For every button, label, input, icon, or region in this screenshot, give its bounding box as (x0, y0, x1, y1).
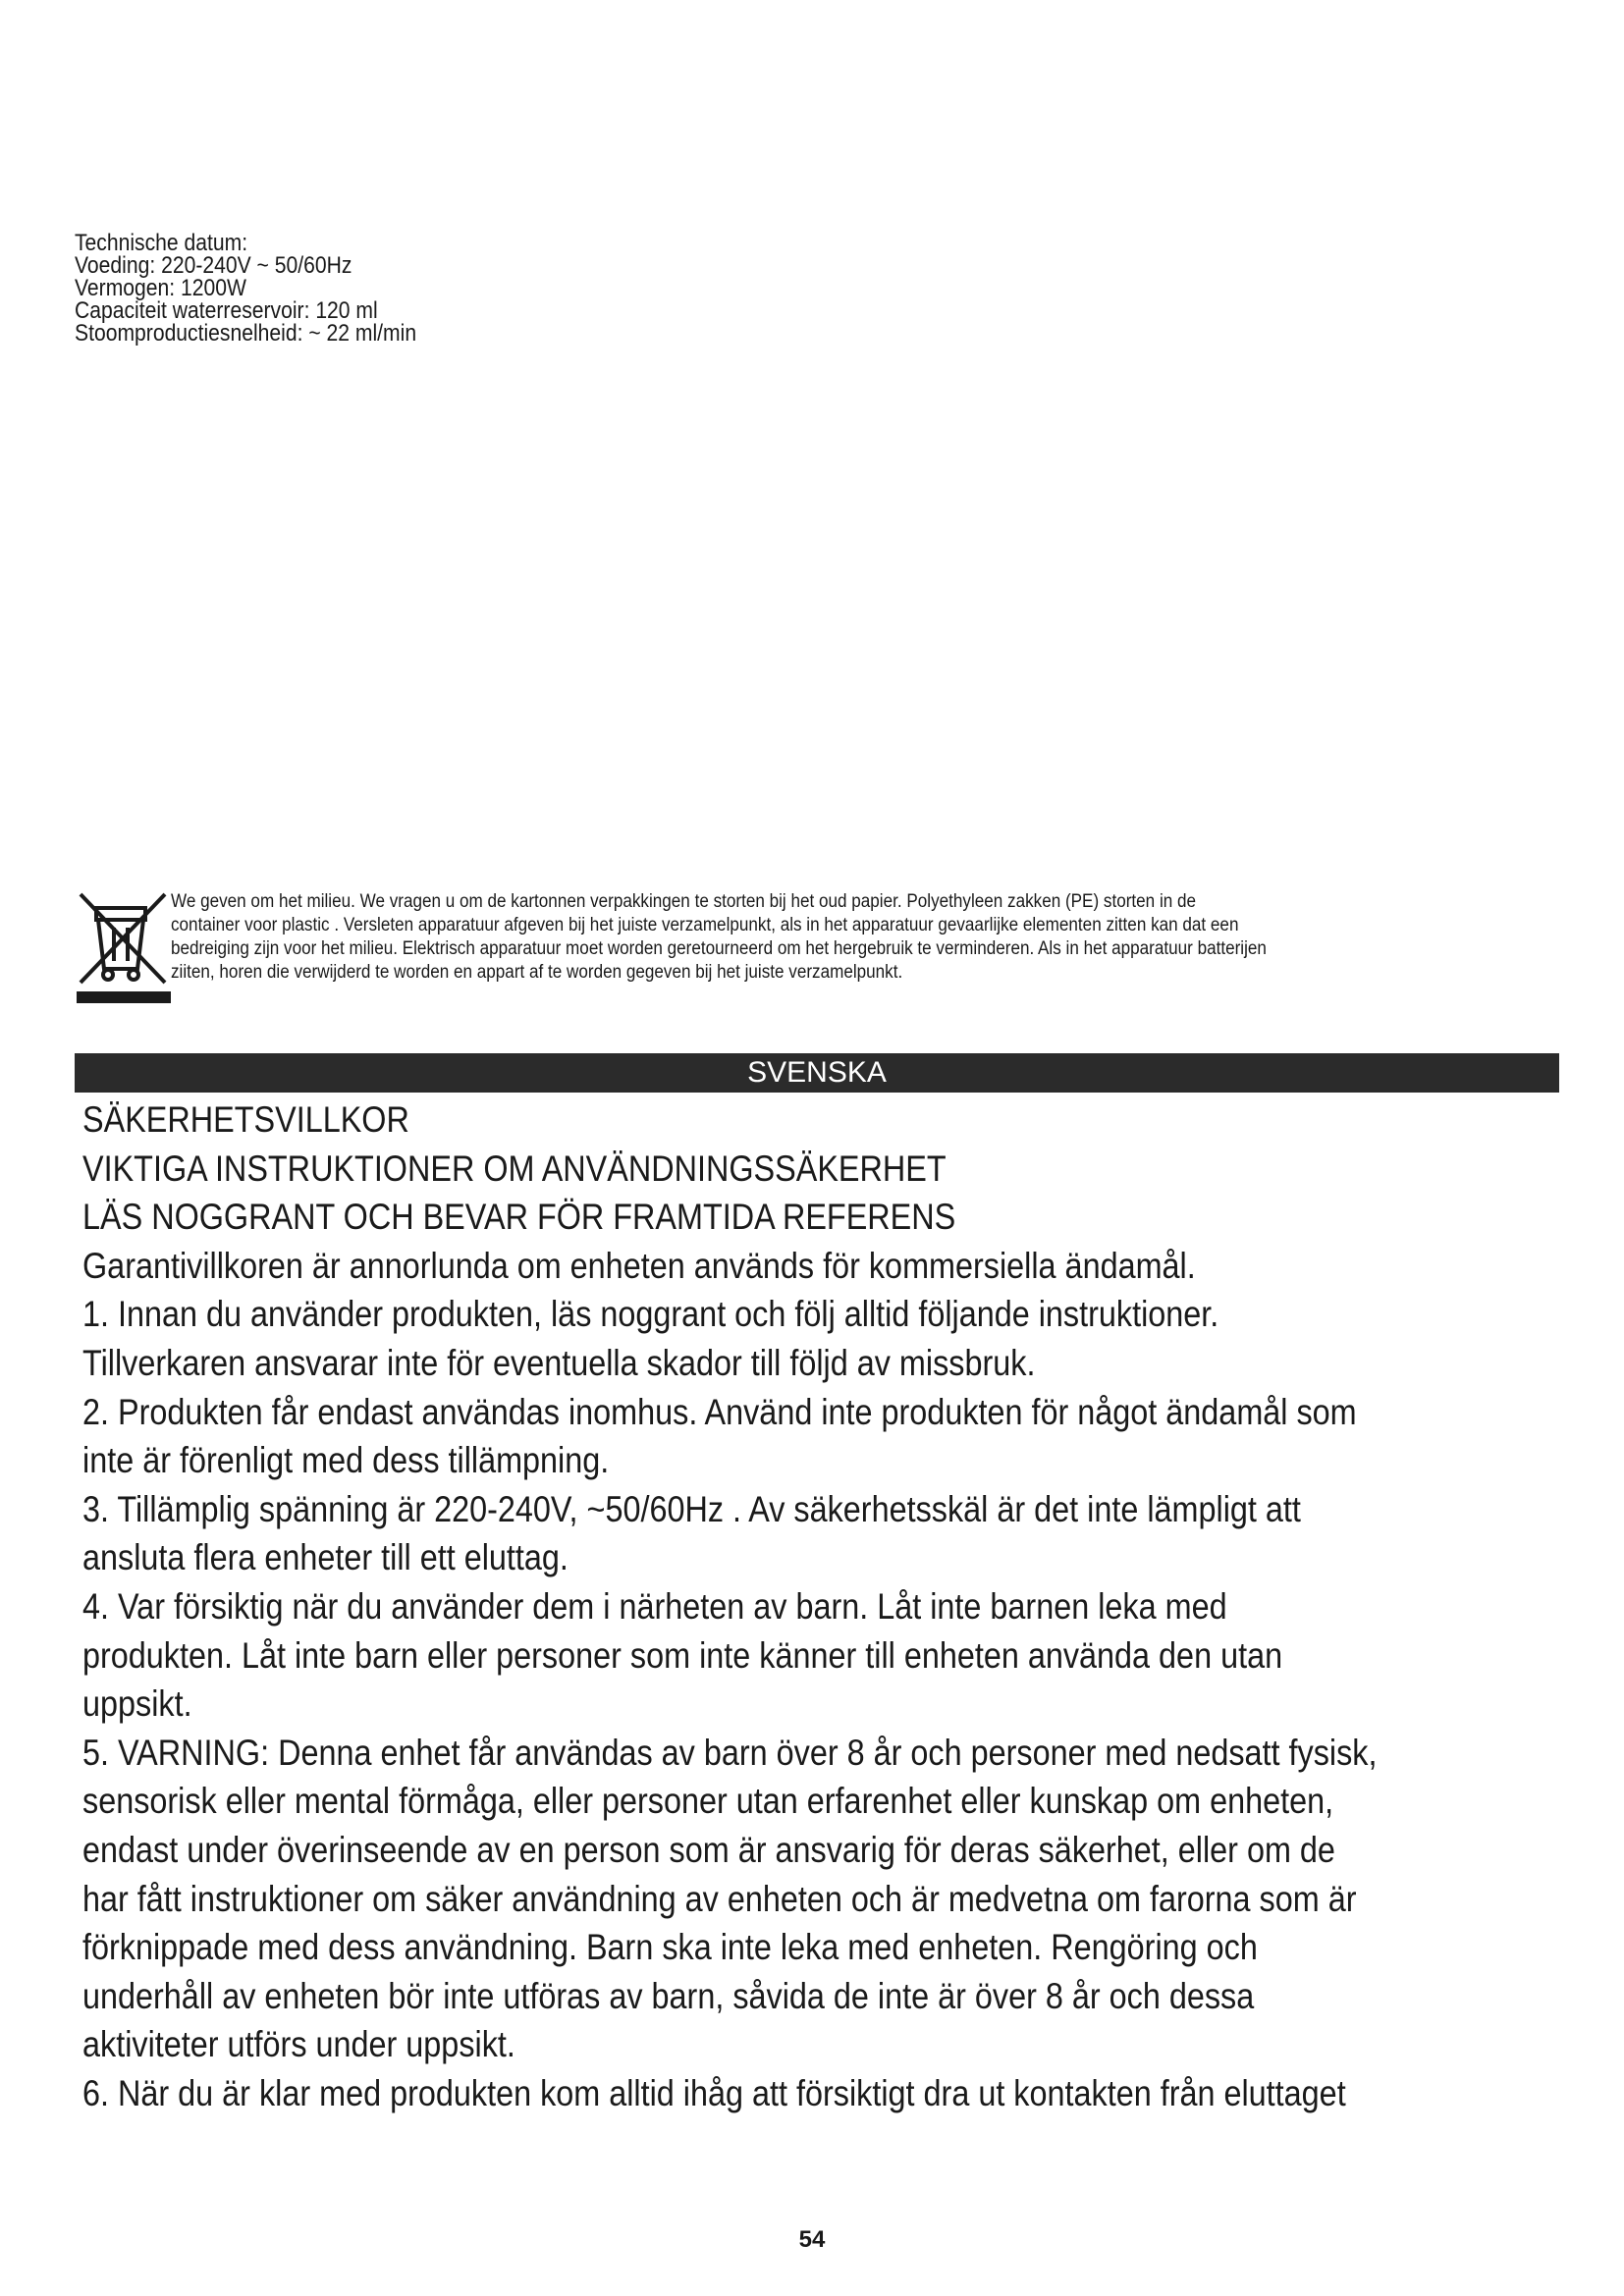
technical-data-line: Capaciteit waterreservoir: 120 ml (75, 297, 378, 324)
safety-line: 4. Var försiktig när du använder dem i närheten av barn. Låt inte barnen leka med (82, 1585, 1227, 1627)
crossed-out-wheelie-bin-icon (75, 888, 173, 1006)
safety-line: produkten. Låt inte barn eller personer som inte känner till enheten använda den utan (82, 1634, 1283, 1676)
environment-notice (75, 888, 1538, 1006)
safety-line: 1. Innan du använder produkten, läs noggrant och följ alltid följande instruktioner. (82, 1294, 1219, 1335)
environment-notice-line: container voor plastic . Versleten apparatuur afgeven bij het juiste verzamelpunkt, als in het apparatuur gevaarlijke elementen zitten kan dat een (171, 915, 1239, 935)
technical-data-line: Voeding: 220-240V ~ 50/60Hz (75, 252, 352, 279)
safety-line: 6. När du är klar med produkten kom alltid ihåg att försiktigt dra ut kontakten från eluttaget (82, 2072, 1346, 2113)
safety-line: Tillverkaren ansvarar inte för eventuella skador till följd av missbruk. (82, 1342, 1036, 1383)
safety-line: har fått instruktioner om säker användning av enheten och är medvetna om farorna som är (82, 1878, 1357, 1919)
safety-line: aktiviteter utförs under uppsikt. (82, 2024, 515, 2065)
technical-data-heading: Technische datum: (75, 230, 248, 256)
safety-line: 3. Tillämplig spänning är 220-240V, ~50/60Hz . Av säkerhetsskäl är det inte lämpligt att (82, 1488, 1301, 1529)
technical-data (75, 232, 463, 345)
safety-line: 2. Produkten får endast användas inomhus. Använd inte produkten för något ändamål som (82, 1391, 1357, 1432)
environment-notice-text (171, 890, 1545, 985)
safety-line: ansluta flera enheter till ett eluttag. (82, 1537, 568, 1578)
environment-notice-line: bedreiging zijn voor het milieu. Elektrisch apparatuur moet worden geretourneerd om het hergebruik te verminderen. Als in het apparatuur batterijen (171, 938, 1267, 959)
safety-line: endast under överinseende av en person som är ansvarig för deras säkerhet, eller om de (82, 1829, 1335, 1870)
safety-subtitle: LÄS NOGGRANT OCH BEVAR FÖR FRAMTIDA REFERENS (82, 1197, 956, 1238)
technical-data-line: Vermogen: 1200W (75, 275, 246, 301)
technical-data-line: Stoomproductiesnelheid: ~ 22 ml/min (75, 320, 417, 347)
safety-title: SÄKERHETSVILLKOR (82, 1099, 409, 1140)
section-header-bar: SVENSKA (75, 1053, 1559, 1093)
environment-notice-line: ziiten, horen die verwijderd te worden en appart af te worden gegeven bij het juiste verzamelpunkt. (171, 962, 903, 983)
safety-line: sensorisk eller mental förmåga, eller personer utan erfarenhet eller kunskap om enheten, (82, 1781, 1334, 1822)
svenska-safety-text (82, 1095, 1575, 2117)
safety-line: uppsikt. (82, 1683, 192, 1725)
safety-line: inte är förenligt med dess tillämpning. (82, 1440, 610, 1481)
safety-line: 5. VARNING: Denna enhet får användas av barn över 8 år och personer med nedsatt fysisk, (82, 1732, 1378, 1773)
safety-subtitle: VIKTIGA INSTRUKTIONER OM ANVÄNDNINGSSÄKERHET (82, 1148, 947, 1189)
environment-notice-line: We geven om het milieu. We vragen u om de kartonnen verpakkingen te storten bij het oud papier. Polyethyleen zakken (PE) storten in de (171, 891, 1197, 912)
page-number: 54 (798, 2226, 826, 2253)
safety-line: förknippade med dess användning. Barn ska inte leka med enheten. Rengöring och (82, 1927, 1258, 1968)
safety-line: Garantivillkoren är annorlunda om enheten används för kommersiella ändamål. (82, 1245, 1196, 1286)
safety-line: underhåll av enheten bör inte utföras av barn, såvida de inte är över 8 år och dessa (82, 1975, 1255, 2016)
